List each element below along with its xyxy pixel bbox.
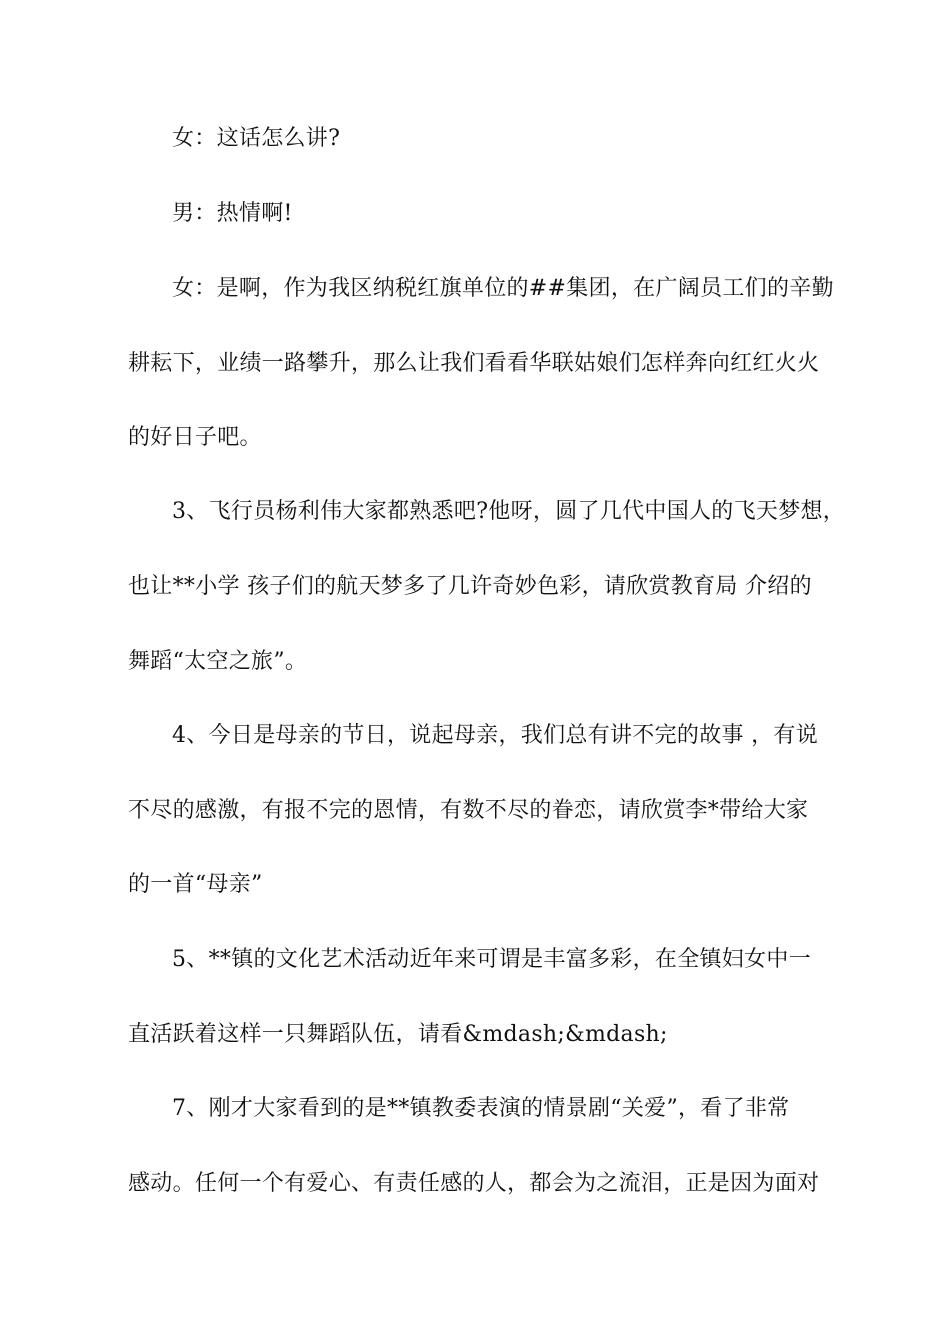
text-line: 的一首“母亲” <box>128 872 263 897</box>
text-line: 女：这话怎么讲? <box>172 126 341 151</box>
text-line: 也让**小学 孩子们的航天梦多了几许奇妙色彩，请欣赏教育局 介绍的 <box>128 574 812 599</box>
text-line: 4、今日是母亲的节日，说起母亲，我们总有讲不完的故事 ，有说 <box>172 723 818 748</box>
text-line: 男：热情啊! <box>172 201 293 226</box>
text-line: 直活跃着这样一只舞蹈队伍，请看&mdash;&mdash; <box>128 1022 668 1047</box>
text-line: 感动。任何一个有爱心、有责任感的人，都会为之流泪，正是因为面对 <box>128 1171 820 1196</box>
text-line: 7、刚才大家看到的是**镇教委表演的情景剧“关爱”，看了非常 <box>172 1096 790 1121</box>
text-line: 女：是啊，作为我区纳税红旗单位的##集团，在广阔员工们的辛勤 <box>172 276 834 301</box>
text-line: 不尽的感激，有报不完的恩情，有数不尽的眷恋，请欣赏李*带给大家 <box>128 798 809 823</box>
text-line: 耕耘下，业绩一路攀升，那么让我们看看华联姑娘们怎样奔向红红火火 <box>128 351 820 376</box>
text-line: 舞蹈“太空之旅”。 <box>128 649 308 674</box>
text-line: 的好日子吧。 <box>128 425 262 450</box>
text-line: 3、飞行员杨利伟大家都熟悉吧?他呀，圆了几代中国人的飞天梦想， <box>172 499 846 524</box>
text-line: 5、**镇的文化艺术活动近年来可谓是丰富多彩，在全镇妇女中一 <box>172 947 811 972</box>
